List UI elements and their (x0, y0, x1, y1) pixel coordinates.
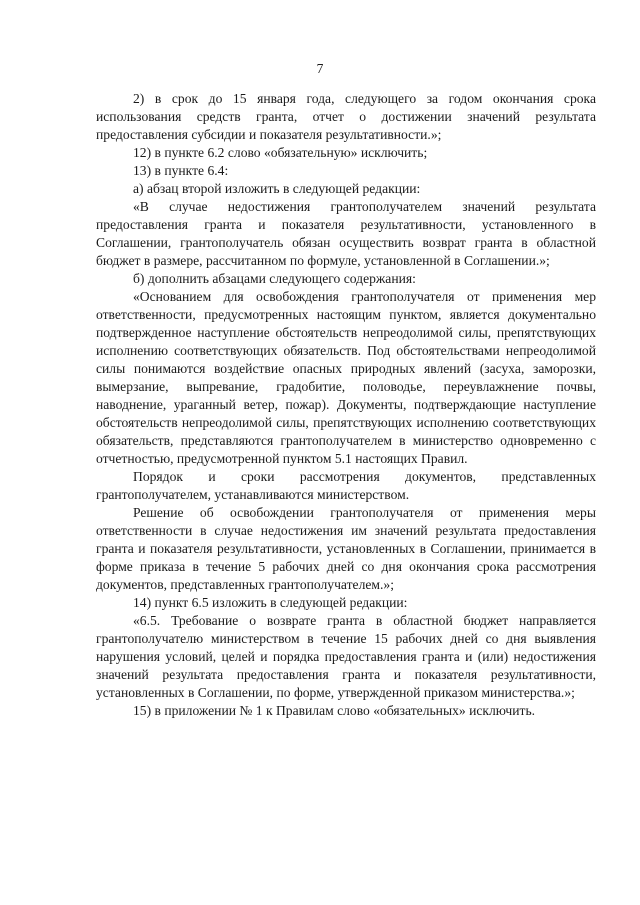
paragraph: «В случае недостижения грантополучателем значений результата предоставления гранта и показателя результативности, установленного в Соглашении, грантополучатель обязан осуществить возврат гранта в областной бюджет в размере, рассчитанном по формуле, установленной в Соглашении.»; (96, 199, 596, 268)
paragraph: а) абзац второй изложить в следующей редакции: (133, 181, 421, 196)
paragraph: «Основанием для освобождения грантополучателя от применения мер ответственности, предусмотренных настоящим пунктом, является документально подтвержденное наступление обстоятельств непреодолимой силы, препятствующих исполнению соответствующих обязательств. Под обстоятельствами непреодолимой силы понимаются воздействие опасных природных явлений (засуха, заморозки, вымерзание, выпревание, градобитие, половодье, переувлажнение почвы, наводнение, ураганный ветер, пожар). Документы, подтверждающие наступление обстоятельств непреодолимой силы, препятствующих исполнению соответствующих обязательств, представляются грантополучателем в министерство одновременно с отчетностью, предусмотренной пунктом 5.1 настоящих Правил. (96, 289, 596, 466)
paragraph: 12) в пункте 6.2 слово «обязательную» исключить; (133, 145, 428, 160)
paragraph: Порядок и сроки рассмотрения документов, представленных грантополучателем, устанавливаются министерством. (96, 469, 596, 502)
paragraph: 13) в пункте 6.4: (133, 163, 229, 178)
paragraph: 2) в срок до 15 января года, следующего за годом окончания срока использования средств гранта, отчет о достижении значений результата предоставления субсидии и показателя результативности.»; (96, 91, 596, 142)
paragraph: б) дополнить абзацами следующего содержания: (133, 271, 416, 286)
paragraph: «6.5. Требование о возврате гранта в областной бюджет направляется грантополучателю министерством в течение 15 рабочих дней со дня выявления нарушения условий, целей и порядка предоставления гранта и (или) недостижения значений результата предоставления гранта и показателя результативности, установленных в Соглашении, по форме, утвержденной приказом министерства.»; (96, 613, 596, 700)
page-number: 7 (316, 61, 324, 76)
paragraph: 14) пункт 6.5 изложить в следующей редакции: (133, 595, 408, 610)
paragraph: 15) в приложении № 1 к Правилам слово «обязательных» исключить. (133, 703, 536, 718)
paragraph: Решение об освобождении грантополучателя от применения меры ответственности в случае недостижения им значений результата предоставления гранта и показателя результативности, установленных в Соглашении, принимается в форме приказа в течение 5 рабочих дней со дня окончания срока рассмотрения документов, представленных грантополучателем.»; (96, 505, 596, 592)
document-body (96, 90, 596, 720)
